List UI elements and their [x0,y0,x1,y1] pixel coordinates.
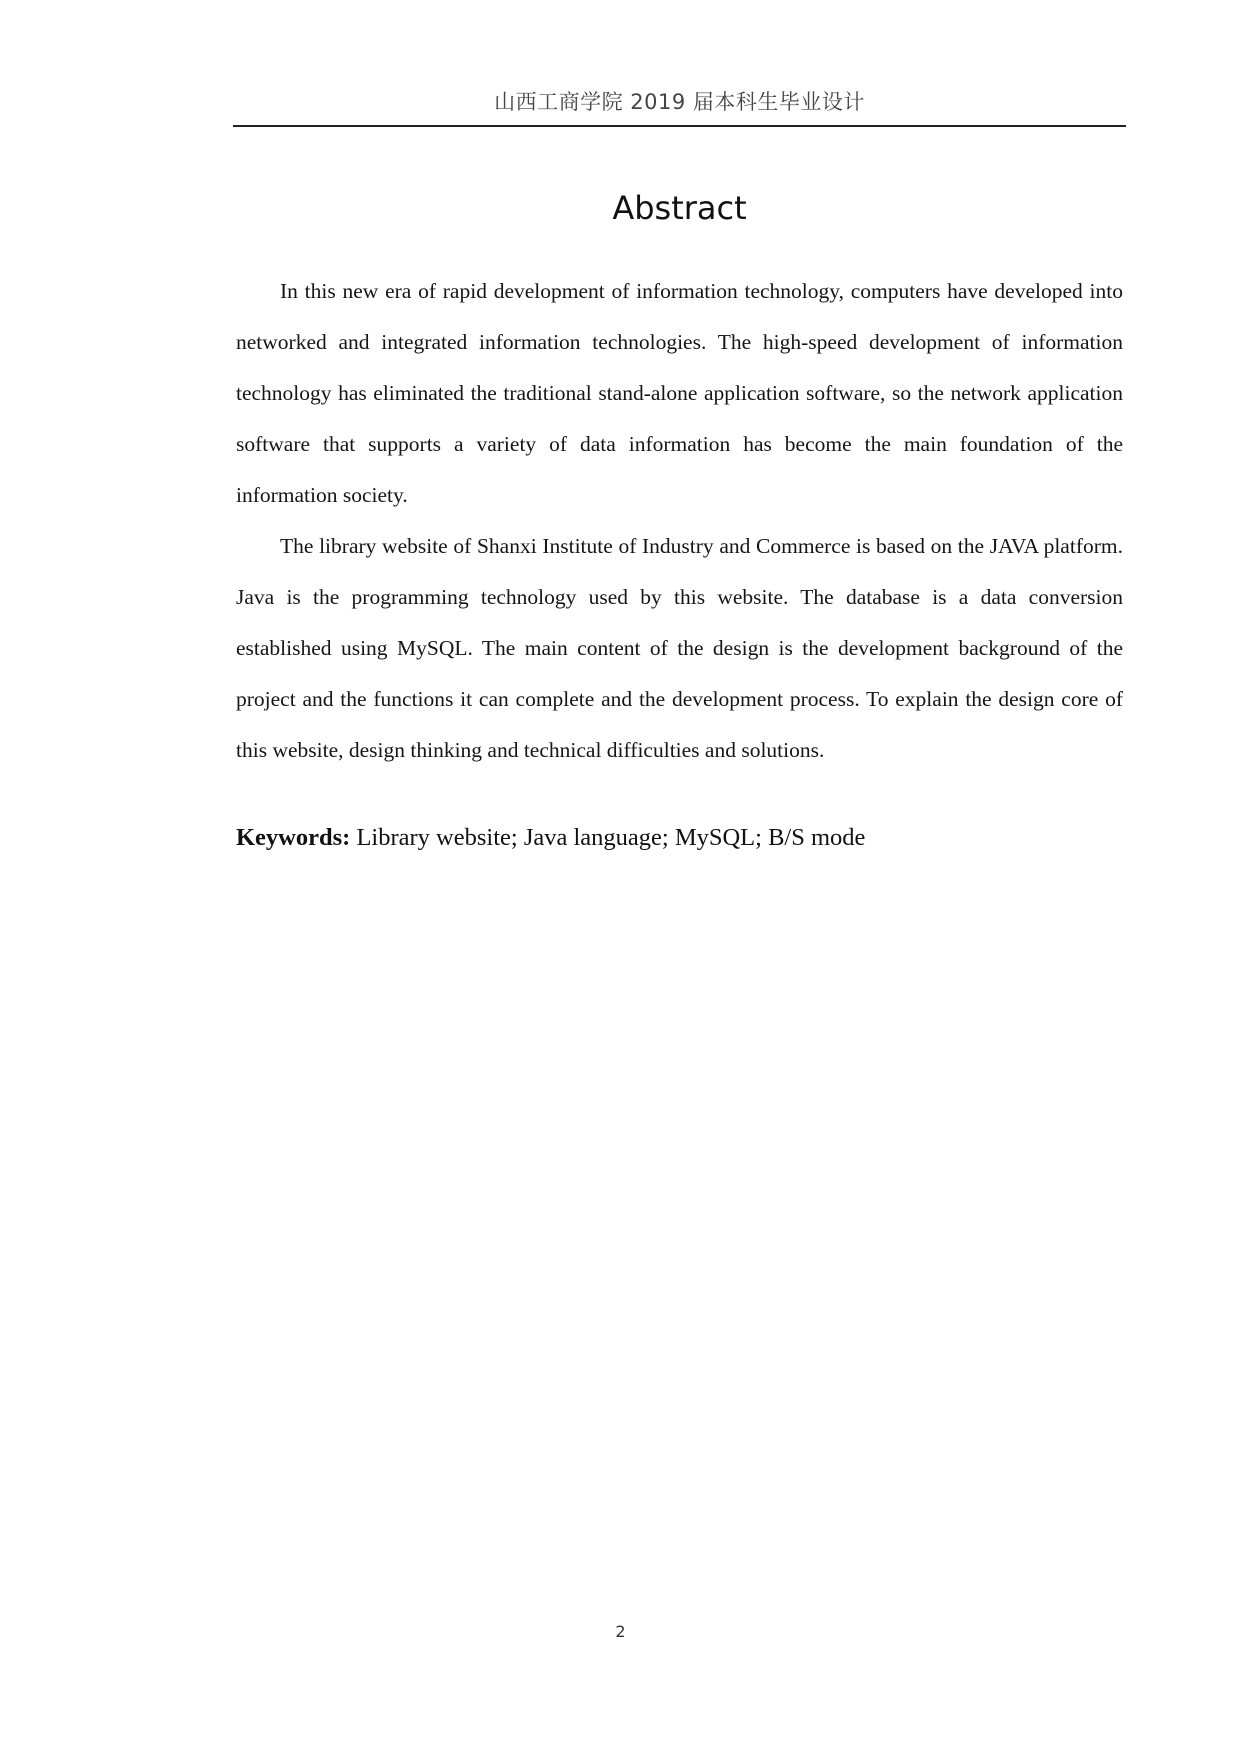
running-header: 山西工商学院 2019 届本科生毕业设计 [494,90,865,114]
keywords-label: Keywords: [236,824,351,851]
header-rule [233,125,1126,127]
abstract-body [236,266,1123,776]
abstract-paragraph: In this new era of rapid development of information technology, computers have developed into networked and integrated information technologies. The high-speed development of information technology has eliminated the traditional stand-alone application software, so the network application software that supports a variety of data information has become the main foundation of the information society. [236,279,1123,507]
keywords-line [236,824,1123,852]
page-number: 2 [615,1622,626,1641]
abstract-paragraph: The library website of Shanxi Institute of Industry and Commerce is based on the JAVA platform. Java is the programming technology used by this website. The database is a data conversion established using MySQL. The main content of the design is the development background of the project and the functions it can complete and the development process. To explain the design core of this website, design thinking and technical difficulties and solutions. [236,534,1123,762]
keywords-value: Library website; Java language; MySQL; B/S mode [350,824,866,851]
abstract-title: Abstract [612,189,747,227]
